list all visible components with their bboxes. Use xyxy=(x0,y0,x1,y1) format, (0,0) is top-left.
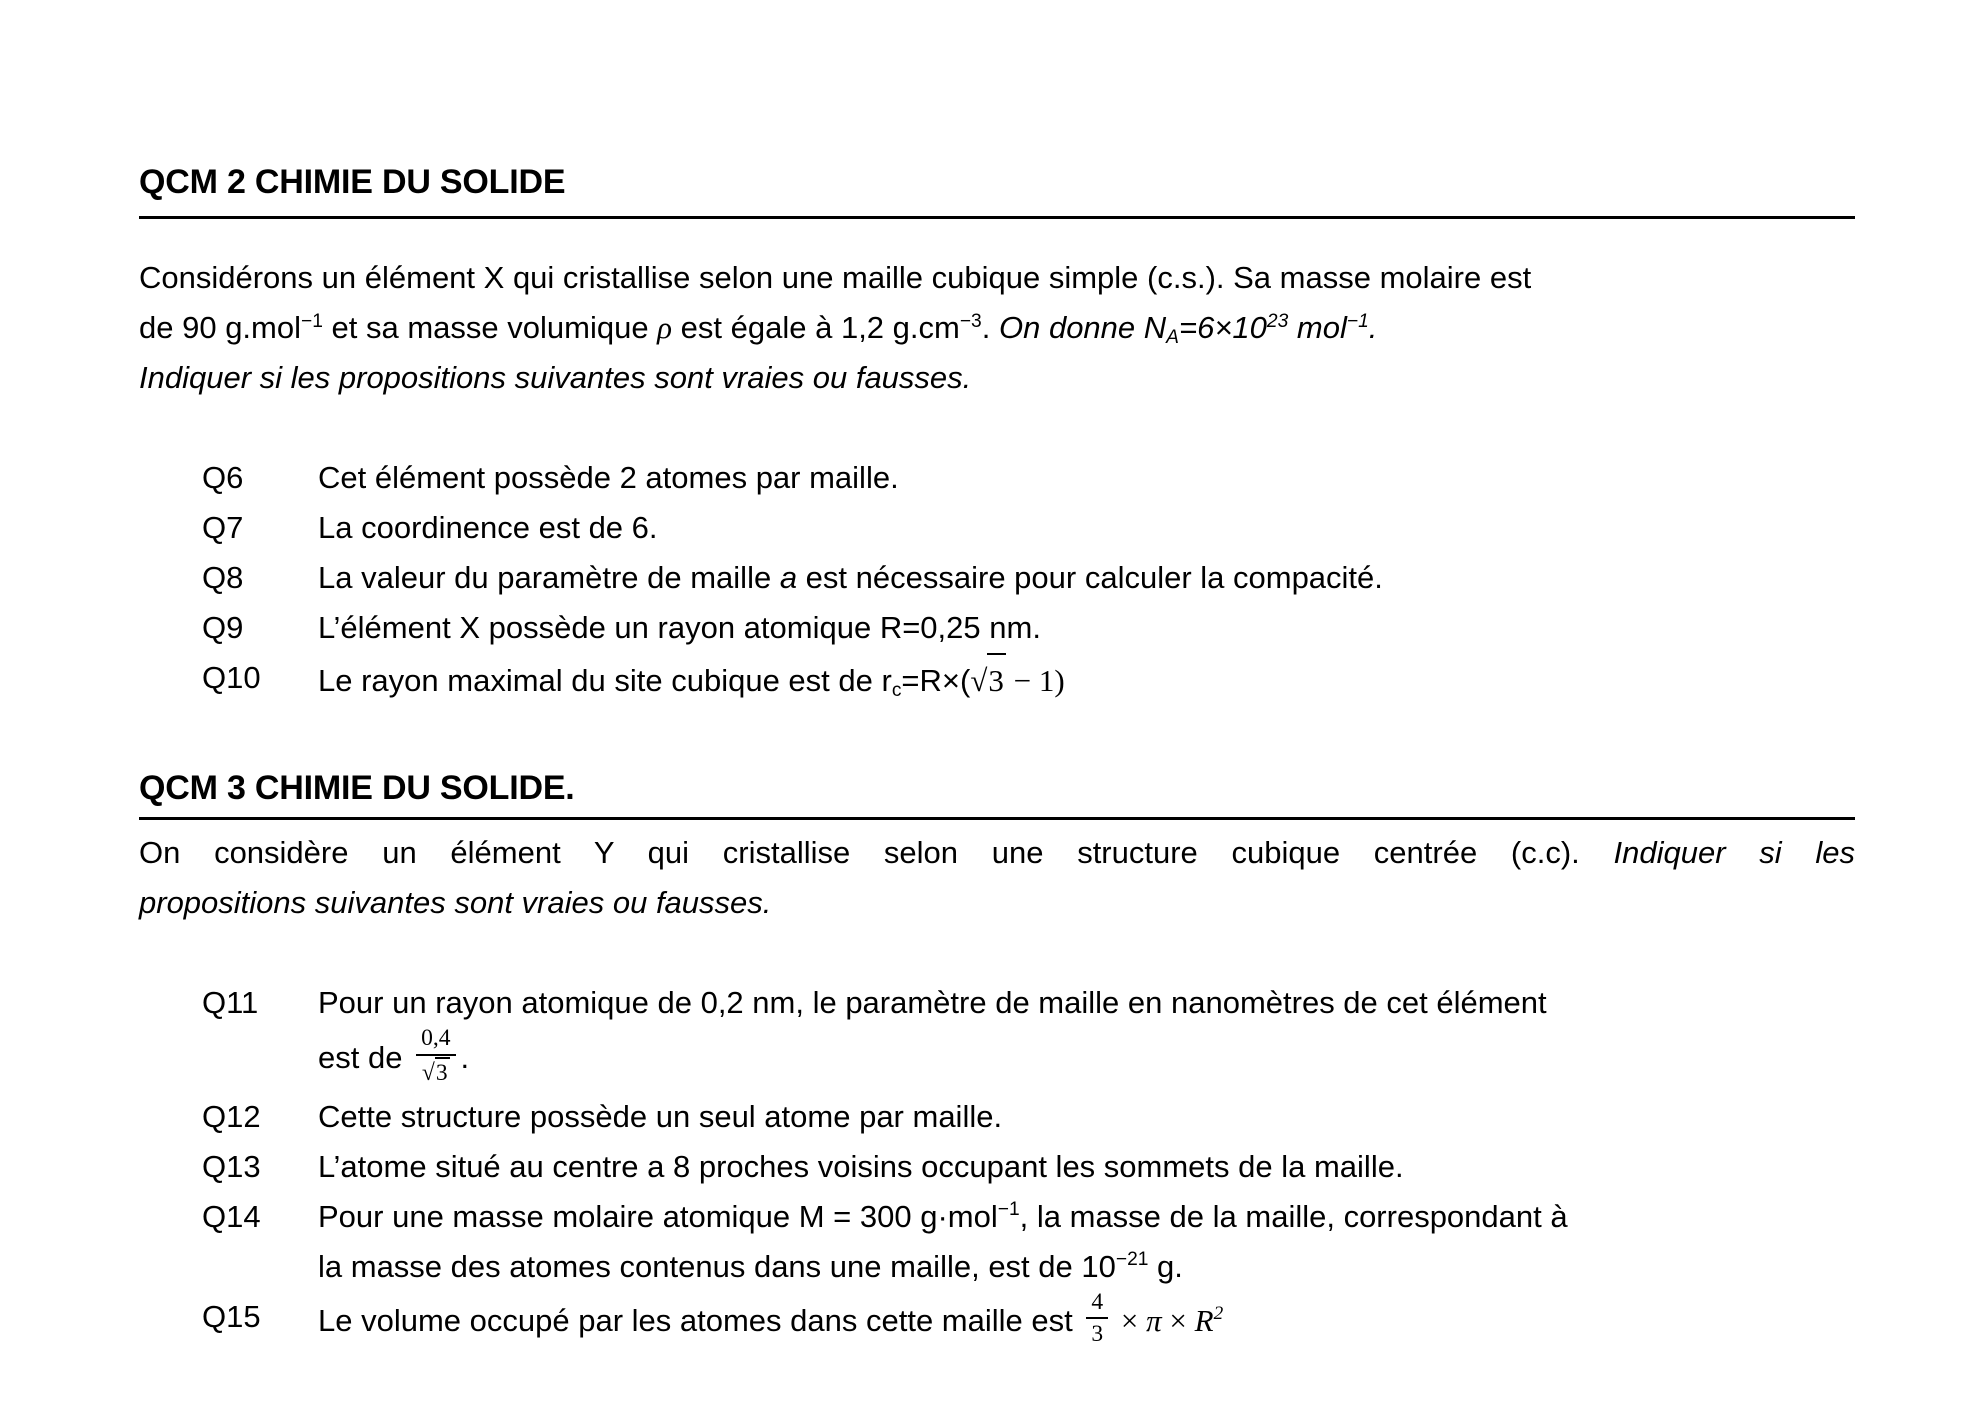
text-run: mol xyxy=(1288,310,1347,345)
text-run: . xyxy=(981,310,999,345)
question-line xyxy=(318,1192,1855,1242)
radical-sign: √ xyxy=(970,663,988,698)
text-run: − 1) xyxy=(1005,663,1065,698)
question-line xyxy=(318,1142,1855,1192)
question-line xyxy=(318,653,1855,706)
intro-paragraph xyxy=(139,253,1855,403)
question-text xyxy=(318,653,1855,706)
question-row xyxy=(139,653,1855,706)
text-run: ρ xyxy=(657,310,673,345)
text-run: Cette structure possède un seul atome par maille. xyxy=(318,1098,1003,1134)
question-line xyxy=(318,1242,1855,1292)
text-run: =R×( xyxy=(901,663,971,698)
intro-paragraph xyxy=(139,828,1855,928)
question-list xyxy=(139,453,1855,706)
sqrt-expression xyxy=(970,653,1006,706)
section-qcm3 xyxy=(139,768,1855,1353)
question-row xyxy=(139,1142,1855,1192)
text-run: , la masse de la maille, correspondant à xyxy=(1019,1198,1568,1234)
text-run: la masse des atomes contenus dans une maille, est de 10 xyxy=(318,1248,1116,1284)
question-line xyxy=(318,1025,1855,1092)
question-row xyxy=(139,453,1855,503)
text-run: −1 xyxy=(1346,310,1369,332)
question-text xyxy=(318,1092,1855,1142)
question-number: Q11 xyxy=(202,985,259,1020)
question-text xyxy=(318,978,1855,1092)
text-run: −3 xyxy=(959,310,982,332)
text-run: . xyxy=(1368,310,1378,345)
question-number: Q12 xyxy=(202,1098,261,1134)
text-run: c xyxy=(891,680,902,702)
intro-line xyxy=(139,353,1855,403)
text-run: π xyxy=(1146,1302,1162,1338)
text-run: R xyxy=(1194,1302,1214,1338)
text-run: × xyxy=(1161,1302,1195,1338)
radicand: 3 xyxy=(435,1057,450,1088)
text-run: est nécessaire pour calculer la compacité. xyxy=(797,560,1383,595)
fraction-denominator xyxy=(416,1056,455,1088)
question-line xyxy=(318,1092,1855,1142)
text-run: et sa masse volumique xyxy=(322,310,658,345)
question-row xyxy=(139,1288,1855,1354)
question-number: Q6 xyxy=(202,460,244,495)
question-text xyxy=(318,553,1855,603)
question-line xyxy=(318,503,1855,553)
heading-rule xyxy=(139,216,1855,219)
intro-line xyxy=(139,878,1855,928)
text-run: 2 xyxy=(1213,1303,1224,1325)
radicand: 3 xyxy=(987,653,1006,706)
question-row xyxy=(139,978,1855,1092)
heading-rule xyxy=(139,817,1855,820)
text-run: −1 xyxy=(301,310,323,332)
question-text xyxy=(318,1288,1855,1354)
question-text xyxy=(318,603,1855,653)
question-line xyxy=(318,1288,1855,1354)
text-run: est de xyxy=(318,1039,412,1075)
question-number: Q14 xyxy=(202,1198,261,1234)
text-run: × xyxy=(1113,1302,1147,1338)
question-number: Q13 xyxy=(202,1148,261,1184)
text-run: −1 xyxy=(997,1199,1020,1221)
text-run: de 90 g.mol xyxy=(139,310,301,345)
intro-line xyxy=(139,303,1855,353)
question-line xyxy=(318,553,1855,603)
question-number: Q9 xyxy=(202,610,244,645)
question-text xyxy=(318,503,1855,553)
text-run: L’élément X possède un rayon atomique R=0,25 nm. xyxy=(318,610,1041,645)
fraction-denominator xyxy=(1086,1319,1108,1349)
text-run: Cet élément possède 2 atomes par maille. xyxy=(318,460,899,495)
question-row xyxy=(139,553,1855,603)
question-text xyxy=(318,453,1855,503)
text-run: propositions suivantes sont vraies ou fausses. xyxy=(139,885,772,920)
question-list xyxy=(139,978,1855,1353)
question-text xyxy=(318,1192,1855,1292)
section-qcm2 xyxy=(139,162,1855,706)
intro-line xyxy=(139,828,1855,878)
question-number: Q8 xyxy=(202,560,244,595)
text-run: est égale à 1,2 g.cm xyxy=(672,310,960,345)
text-run: La valeur du paramètre de maille xyxy=(318,560,780,595)
question-number: Q15 xyxy=(202,1298,261,1334)
text-run: g. xyxy=(1148,1248,1183,1284)
question-line xyxy=(318,453,1855,503)
question-number: Q10 xyxy=(202,660,261,695)
text-run: Indiquer si les propositions suivantes sont vraies ou fausses. xyxy=(139,360,972,395)
text-run: 4 xyxy=(1091,1288,1104,1315)
text-run: Pour un rayon atomique de 0,2 nm, le paramètre de maille en nanomètres de cet élément xyxy=(318,985,1547,1020)
question-line xyxy=(318,603,1855,653)
fraction-numerator xyxy=(416,1024,455,1056)
text-run: a xyxy=(779,560,798,595)
question-row xyxy=(139,603,1855,653)
text-run: 23 xyxy=(1266,310,1289,332)
section-heading: QCM 3 CHIMIE DU SOLIDE. xyxy=(139,769,575,807)
text-run: A xyxy=(1166,327,1179,349)
radical-sign: √ xyxy=(421,1059,435,1086)
text-run: 0,4 xyxy=(421,1025,451,1051)
text-run: −21 xyxy=(1115,1249,1149,1271)
question-row xyxy=(139,1092,1855,1142)
text-run: Le rayon maximal du site cubique est de r xyxy=(318,663,892,698)
fraction-numerator xyxy=(1086,1288,1108,1320)
text-run: =6×10 xyxy=(1178,310,1267,345)
text-run: Indiquer si les xyxy=(1613,835,1855,870)
question-text xyxy=(318,1142,1855,1192)
text-run: L’atome situé au centre a 8 proches voisins occupant les sommets de la maille. xyxy=(318,1148,1404,1184)
fraction xyxy=(1086,1288,1108,1350)
question-line xyxy=(318,978,1855,1028)
question-row xyxy=(139,503,1855,553)
text-run: On donne N xyxy=(998,310,1167,345)
text-run: On considère un élément Y qui cristallise selon une structure cubique centrée (c.c). xyxy=(139,835,1614,870)
text-run: . xyxy=(460,1039,470,1075)
text-run: Le volume occupé par les atomes dans cette maille est xyxy=(318,1302,1082,1338)
section-heading: QCM 2 CHIMIE DU SOLIDE xyxy=(139,163,566,201)
intro-line xyxy=(139,253,1855,303)
text-run: La coordinence est de 6. xyxy=(318,510,658,545)
question-row xyxy=(139,1192,1855,1292)
text-run: 3 xyxy=(1091,1321,1104,1348)
question-number: Q7 xyxy=(202,510,244,545)
text-run: Considérons un élément X qui cristallise selon une maille cubique simple (c.s.). Sa masse molaire est xyxy=(139,260,1532,295)
sqrt-expression xyxy=(422,1057,450,1088)
fraction xyxy=(416,1024,455,1088)
text-run: Pour une masse molaire atomique M = 300 g·mol xyxy=(318,1198,998,1234)
